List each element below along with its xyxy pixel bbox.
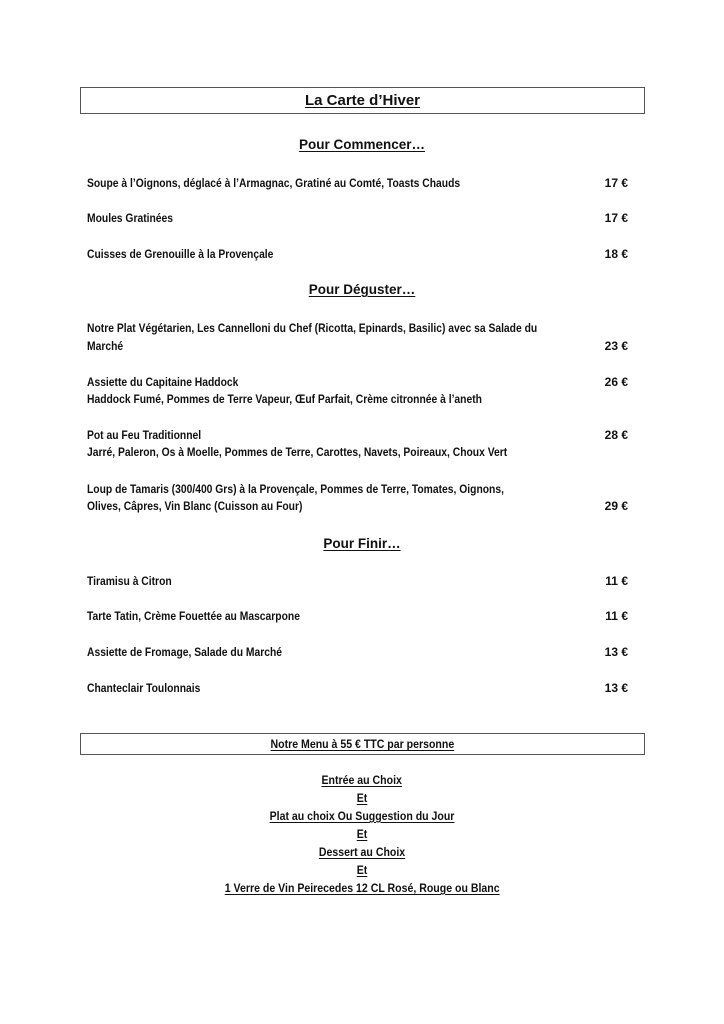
item-name: Soupe à l’Oignons, déglacé à l’Armagnac, Gratiné au Comté, Toasts Chauds [87, 176, 461, 190]
item-price: 11 € [605, 574, 628, 588]
item-description: Jarré, Paleron, Os à Moelle, Pommes de Terre, Carottes, Navets, Poireaux, Choux Vert [87, 445, 508, 459]
item-price: 11 € [605, 609, 628, 623]
menu-line: Et [356, 791, 368, 805]
menu-heading: Notre Menu à 55 € TTC par personne [270, 737, 455, 751]
menu-box [80, 733, 645, 755]
section-heading: Pour Commencer… [298, 137, 426, 152]
section-heading: Pour Déguster… [308, 282, 416, 297]
menu-line: Plat au choix Ou Suggestion du Jour [269, 809, 455, 823]
item-name: Assiette du Capitaine Haddock [87, 375, 239, 389]
item-name: Marché [87, 339, 124, 353]
item-price: 17 € [604, 211, 628, 225]
title-box [80, 87, 645, 114]
page-title: La Carte d’Hiver [304, 92, 421, 109]
item-name: Chanteclair Toulonnais [87, 681, 201, 695]
item-price: 28 € [604, 428, 628, 442]
item-name: Cuisses de Grenouille à la Provençale [87, 247, 274, 261]
section-heading: Pour Finir… [323, 536, 401, 551]
item-description: Haddock Fumé, Pommes de Terre Vapeur, Œuf Parfait, Crème citronnée à l’aneth [87, 392, 482, 406]
menu-line: Dessert au Choix [318, 845, 406, 859]
item-name: Loup de Tamaris (300/400 Grs) à la Provençale, Pommes de Terre, Tomates, Oignons, [87, 482, 504, 496]
item-name: Tarte Tatin, Crème Fouettée au Mascarpone [87, 609, 300, 623]
item-price: 13 € [604, 681, 628, 695]
item-price: 29 € [604, 499, 628, 513]
item-price: 13 € [604, 645, 628, 659]
item-name: Notre Plat Végétarien, Les Cannelloni du Chef (Ricotta, Epinards, Basilic) avec sa Salade du [87, 321, 538, 335]
menu-line: Et [356, 863, 368, 877]
item-name: Tiramisu à Citron [87, 574, 172, 588]
item-name: Moules Gratinées [87, 211, 174, 225]
item-price: 26 € [604, 375, 628, 389]
menu-line: 1 Verre de Vin Peirecedes 12 CL Rosé, Rouge ou Blanc [224, 881, 500, 895]
item-price: 17 € [604, 176, 628, 190]
menu-line: Et [356, 827, 368, 841]
item-name: Pot au Feu Traditionnel [87, 428, 202, 442]
item-name: Assiette de Fromage, Salade du Marché [87, 645, 283, 659]
item-name: Olives, Câpres, Vin Blanc (Cuisson au Four) [87, 499, 303, 513]
item-price: 23 € [604, 339, 628, 353]
item-price: 18 € [604, 247, 628, 261]
menu-line: Entrée au Choix [321, 773, 403, 787]
